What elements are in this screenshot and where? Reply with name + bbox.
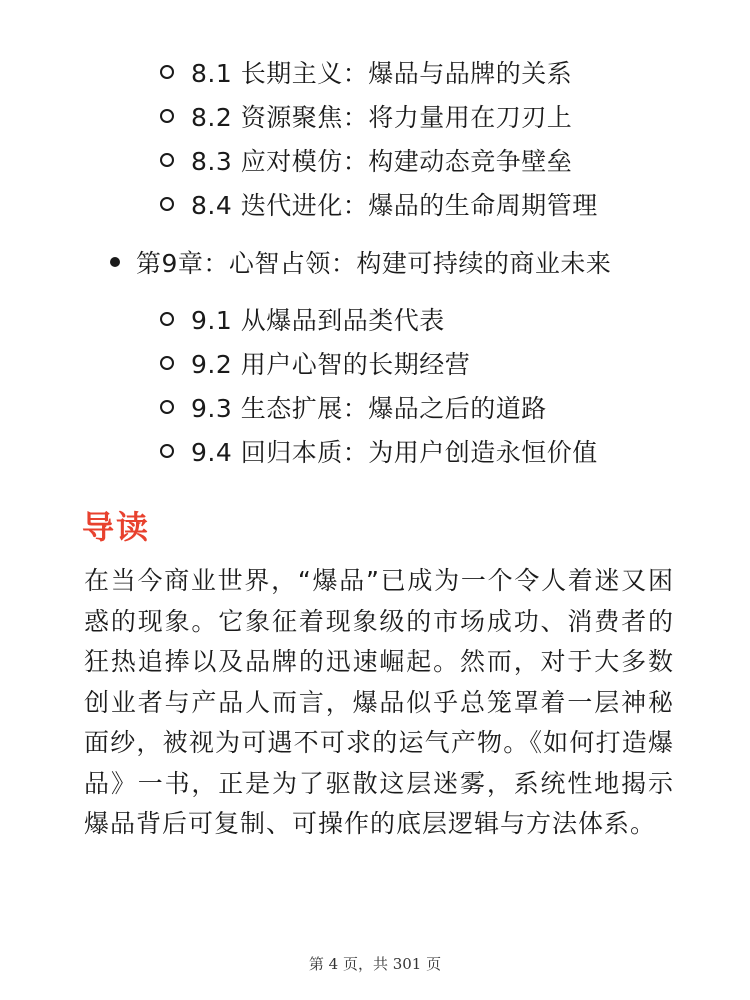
toc-item-9-2[interactable]	[160, 341, 598, 385]
hollow-bullet-icon	[160, 356, 174, 370]
intro-heading: 导读	[82, 508, 151, 546]
chapter9-section-list	[160, 297, 598, 473]
chapter8-section-list	[160, 50, 598, 226]
hollow-bullet-icon	[160, 312, 174, 326]
toc-item-8-2[interactable]	[160, 94, 598, 138]
intro-paragraph: 在当今商业世界，“爆品”已成为一个令人着迷又困惑的现象。它象征着现象级的市场成功、消费者的狂热追捧以及品牌的迅速崛起。然而，对于大多数创业者与产品人而言，爆品似乎总笼罩着一层神秘面纱，被视为可遇不可求的运气产物。《如何打造爆品》一书，正是为了驱散这层迷雾，系统性地揭示爆品背后可复制、可操作的底层逻辑与方法体系。	[84, 566, 674, 838]
toc-item-label: 9.2 用户心智的长期经营	[191, 350, 471, 379]
toc-item-label: 8.4 迭代进化：爆品的生命周期管理	[191, 191, 598, 220]
hollow-bullet-icon	[160, 65, 174, 79]
hollow-bullet-icon	[160, 109, 174, 123]
toc-item-8-1[interactable]	[160, 50, 598, 94]
toc-item-9-1[interactable]	[160, 297, 598, 341]
toc-chapter-label: 第9章：心智占领：构建可持续的商业未来	[136, 249, 612, 278]
hollow-bullet-icon	[160, 400, 174, 414]
toc-chapter-9[interactable]	[110, 240, 611, 284]
toc-item-label: 8.1 长期主义：爆品与品牌的关系	[191, 59, 573, 88]
toc-item-label: 9.3 生态扩展：爆品之后的道路	[191, 394, 547, 423]
toc-item-label: 8.3 应对模仿：构建动态竞争壁垒	[191, 147, 573, 176]
hollow-bullet-icon	[160, 444, 174, 458]
hollow-bullet-icon	[160, 153, 174, 167]
page-indicator: 第 4 页，共 301 页	[308, 955, 442, 973]
toc-item-label: 9.4 回归本质：为用户创造永恒价值	[191, 438, 598, 467]
toc-item-8-4[interactable]	[160, 182, 598, 226]
hollow-bullet-icon	[160, 197, 174, 211]
toc-item-label: 8.2 资源聚焦：将力量用在刀刃上	[191, 103, 573, 132]
toc-item-label: 9.1 从爆品到品类代表	[191, 306, 445, 335]
toc-item-9-4[interactable]	[160, 429, 598, 473]
toc-item-9-3[interactable]	[160, 385, 598, 429]
toc-item-8-3[interactable]	[160, 138, 598, 182]
solid-bullet-icon	[110, 257, 120, 267]
